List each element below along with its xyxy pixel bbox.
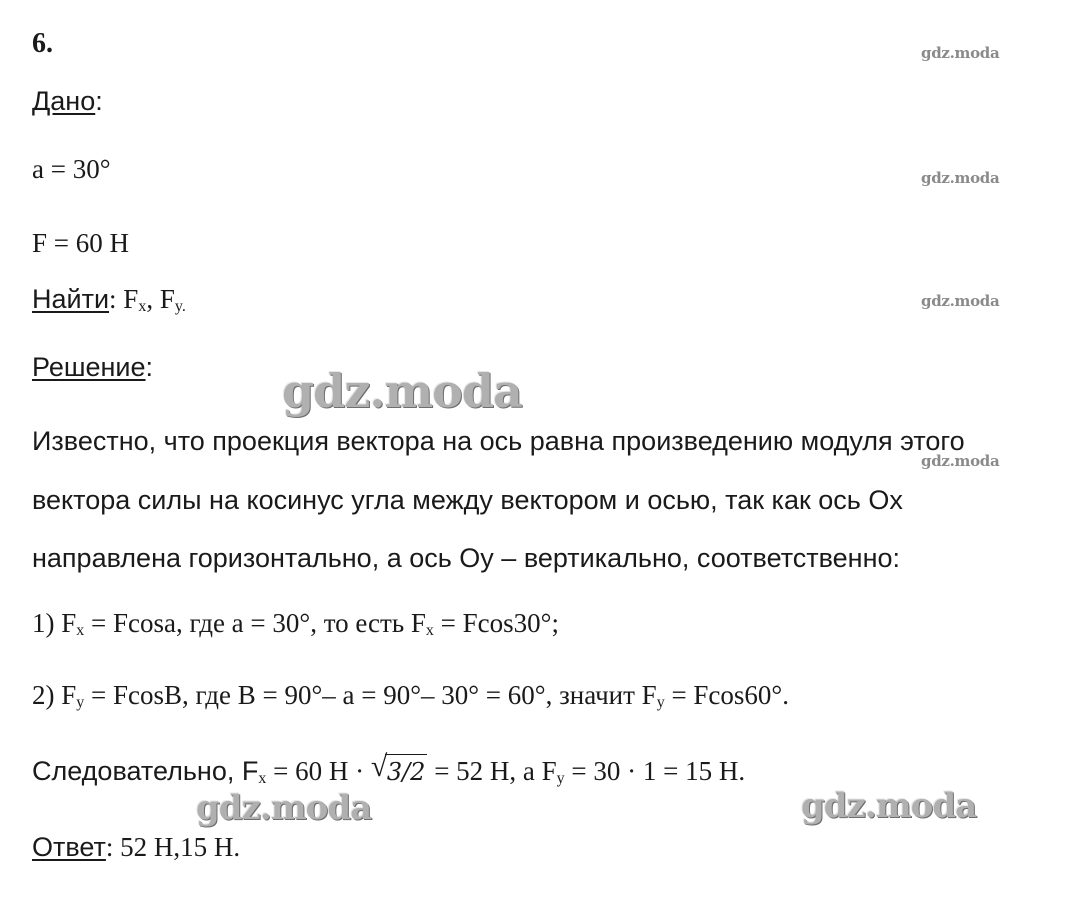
problem-number: 6. — [32, 28, 53, 59]
find-line: Найти: $F_x$, $F_{y.}$ — [32, 284, 186, 315]
answer-line: Ответ: 52 Н,15 Н. — [32, 832, 241, 862]
watermark-small-1: gdz.moda — [921, 44, 1000, 62]
watermark-big-3: gdz.moda — [801, 786, 977, 826]
given-label: Дано — [32, 86, 96, 116]
paragraph-line-2: вектора силы на косинус угла между вектором и осью, так как ось Ox — [32, 485, 903, 515]
square-root — [370, 750, 428, 789]
given-alpha: a = 30° — [32, 154, 111, 184]
radical-sign: √ — [370, 750, 388, 783]
answer-label: Ответ — [32, 832, 106, 862]
step-1: 1) $F_x = Fcosa$, где a = 30°, то есть $F_x = Fcos30^\circ$; — [32, 608, 559, 639]
watermark-small-3: gdz.moda — [921, 292, 1000, 310]
paragraph-line-3: направлена горизонтально, а ось Oy – вертикально, соответственно: — [32, 543, 901, 573]
watermark-big-1: gdz.moda — [282, 364, 522, 418]
solution-heading: Решение: — [32, 352, 154, 382]
solution-label: Решение — [32, 352, 146, 382]
find-label: Найти — [32, 284, 110, 314]
step-2: 2) $F_y = FcosB$, где B = 90°– a = 90°– 30° = 60°, значит $F_y = Fcos60^\circ$. — [32, 680, 789, 711]
radicand: 3/2 — [385, 754, 428, 789]
watermark-big-2: gdz.moda — [196, 788, 372, 828]
given-force: F = 60 Н — [32, 228, 129, 258]
paragraph-line-1: Известно, что проекция вектора на ось равна произведению модуля этого — [32, 426, 965, 456]
conclusion-line: Следовательно, $F_x = 60$ Н · √ 3/2 = 52 Н, а $F_y = 30 \cdot 1 = 15$ Н. — [32, 750, 746, 787]
given-heading: Дано: — [32, 86, 103, 116]
watermark-small-2: gdz.moda — [921, 169, 1000, 187]
watermark-small-4: gdz.moda — [921, 452, 1000, 470]
